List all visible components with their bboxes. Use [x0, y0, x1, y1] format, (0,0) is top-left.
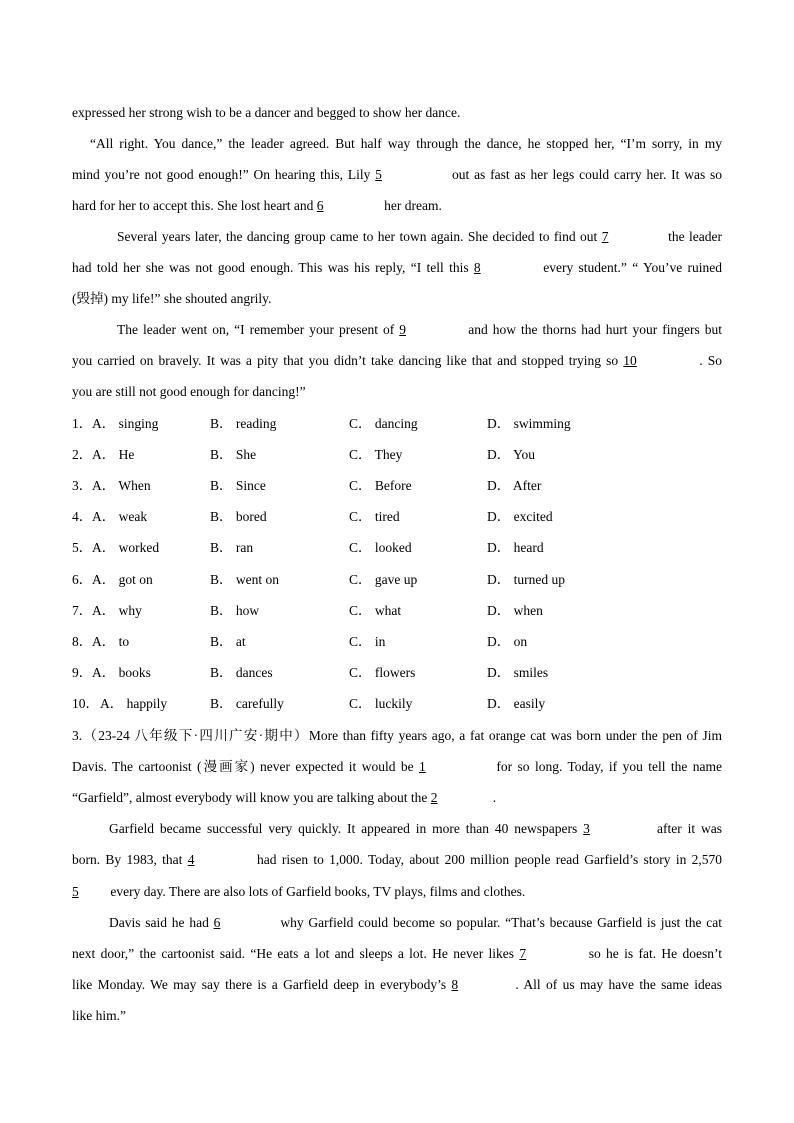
option-c[interactable]: C． what	[349, 603, 402, 618]
option-row-7	[72, 602, 612, 620]
option-row-4	[72, 508, 612, 526]
blank-7[interactable]: 7	[519, 946, 527, 961]
option-b[interactable]: B． She	[210, 447, 257, 462]
option-c[interactable]: C． in	[349, 634, 386, 649]
option-d[interactable]: D． on	[487, 634, 528, 649]
option-row-10	[72, 695, 612, 713]
option-d[interactable]: D． easily	[487, 696, 546, 711]
passage-line: like him.”	[72, 1008, 126, 1023]
option-c[interactable]: C． gave up	[349, 572, 418, 587]
passage-line: next door,” the cartoonist said. “He eats a lot and sleeps a lot. He never likes 7 so he is fat. He doesn’t	[72, 946, 723, 961]
passage-line: Several years later, the dancing group came to her town again. She decided to find out 7 the leader	[117, 229, 723, 244]
passage-line: Davis said he had 6 why Garfield could become so popular. “That’s because Garfield is just the cat	[109, 915, 722, 930]
passage-line: born. By 1983, that 4 had risen to 1,000. Today, about 200 million people read Garfield’s story in 2,570	[72, 852, 723, 867]
option-a[interactable]: A． books	[92, 665, 151, 680]
option-b[interactable]: B． how	[210, 603, 260, 618]
blank-6[interactable]: 6	[316, 198, 324, 213]
option-d[interactable]: D． when	[487, 603, 543, 618]
blank-6[interactable]: 6	[213, 915, 221, 930]
option-a[interactable]: A． singing	[92, 416, 159, 431]
passage-line: had told her she was not good enough. This was his reply, “I tell this 8 every student.” “ You’ve ruined	[72, 260, 722, 275]
option-c[interactable]: C． tired	[349, 509, 400, 524]
blank-8[interactable]: 8	[473, 260, 481, 275]
option-b[interactable]: B． bored	[210, 509, 267, 524]
option-d[interactable]: D． heard	[487, 540, 544, 555]
option-a[interactable]: A． worked	[92, 540, 160, 555]
option-a[interactable]: A． got on	[92, 572, 153, 587]
passage-line: hard for her to accept this. She lost heart and 6 her dream.	[72, 198, 442, 213]
passage-line: The leader went on, “I remember your present of 9 and how the thorns had hurt your fingers but	[117, 322, 723, 337]
blank-10[interactable]: 10	[623, 353, 637, 368]
passage-line: expressed her strong wish to be a dancer and begged to show her dance.	[72, 105, 461, 120]
passage-line: (毁掉) my life!” she shouted angrily.	[72, 291, 272, 306]
option-row-8	[72, 633, 612, 651]
question-number: 9．	[72, 665, 93, 680]
option-row-9	[72, 664, 612, 682]
passage-line: mind you’re not good enough!” On hearing this, Lily 5 out as fast as her legs could carry her. It was so	[72, 167, 723, 182]
option-d[interactable]: D． turned up	[487, 572, 565, 587]
passage-line: 5 every day. There are also lots of Garfield books, TV plays, films and clothes.	[72, 884, 526, 899]
blank-5[interactable]: 5	[375, 167, 382, 182]
question-number: 10．	[72, 696, 99, 711]
option-c[interactable]: C． luckily	[349, 696, 413, 711]
blank-5[interactable]: 5	[72, 884, 79, 899]
option-c[interactable]: C． dancing	[349, 416, 418, 431]
blank-4[interactable]: 4	[187, 852, 195, 867]
question-number: 6．	[72, 572, 93, 587]
option-d[interactable]: D． swimming	[487, 416, 571, 431]
option-b[interactable]: B． at	[210, 634, 246, 649]
option-b[interactable]: B． carefully	[210, 696, 284, 711]
blank-3[interactable]: 3	[583, 821, 590, 836]
option-a[interactable]: A． why	[92, 603, 142, 618]
passage-line: Garfield became successful very quickly. It appeared in more than 40 newspapers 3 after it was	[109, 821, 723, 836]
blank-1[interactable]: 1	[419, 759, 426, 774]
option-d[interactable]: D． smiles	[487, 665, 549, 680]
option-a[interactable]: A． to	[92, 634, 130, 649]
blank-2[interactable]: 2	[430, 790, 438, 805]
passage-line: 3.（23-24 八年级下·四川广安·期中）More than fifty years ago, a fat orange cat was born under the pen of Jim	[72, 728, 722, 743]
passage-line: “All right. You dance,” the leader agreed. But half way through the dance, he stopped her, “I’m sorry, in my	[90, 136, 722, 151]
passage-line: like Monday. We may say there is a Garfield deep in everybody’s 8 . All of us may have the same ideas	[72, 977, 722, 992]
passage-line: you carried on bravely. It was a pity that you didn’t take dancing like that and stopped trying so 10 . So	[72, 353, 723, 368]
option-d[interactable]: D． excited	[487, 509, 553, 524]
option-c[interactable]: C． flowers	[349, 665, 416, 680]
option-b[interactable]: B． Since	[210, 478, 266, 493]
question-number: 2．	[72, 447, 93, 462]
option-row-6	[72, 571, 612, 589]
question-number: 3．	[72, 478, 93, 493]
option-a[interactable]: A． When	[92, 478, 151, 493]
question-number: 7．	[72, 603, 93, 618]
option-b[interactable]: B． dances	[210, 665, 273, 680]
blank-8[interactable]: 8	[451, 977, 459, 992]
option-a[interactable]: A． happily	[100, 696, 168, 711]
option-row-2	[72, 446, 612, 464]
option-c[interactable]: C． looked	[349, 540, 412, 555]
option-c[interactable]: C． They	[349, 447, 403, 462]
option-b[interactable]: B． went on	[210, 572, 279, 587]
question-number: 8．	[72, 634, 93, 649]
passage-line: “Garfield”, almost everybody will know you are talking about the 2 .	[72, 790, 497, 805]
blank-7[interactable]: 7	[601, 229, 609, 244]
blank-9[interactable]: 9	[399, 322, 407, 337]
option-row-3	[72, 477, 612, 495]
question-number: 1．	[72, 416, 93, 431]
option-row-1	[72, 415, 612, 433]
option-b[interactable]: B． ran	[210, 540, 254, 555]
option-d[interactable]: D． You	[487, 447, 536, 462]
passage-line: Davis. The cartoonist (漫画家) never expected it would be 1 for so long. Today, if you tell the name	[72, 759, 722, 774]
option-row-5	[72, 539, 612, 557]
option-b[interactable]: B． reading	[210, 416, 277, 431]
passage-line: you are still not good enough for dancing!”	[72, 384, 306, 399]
option-c[interactable]: C． Before	[349, 478, 412, 493]
option-d[interactable]: D． After	[487, 478, 542, 493]
option-a[interactable]: A． weak	[92, 509, 148, 524]
option-a[interactable]: A． He	[92, 447, 135, 462]
question-number: 5．	[72, 540, 93, 555]
question-number: 4．	[72, 509, 93, 524]
